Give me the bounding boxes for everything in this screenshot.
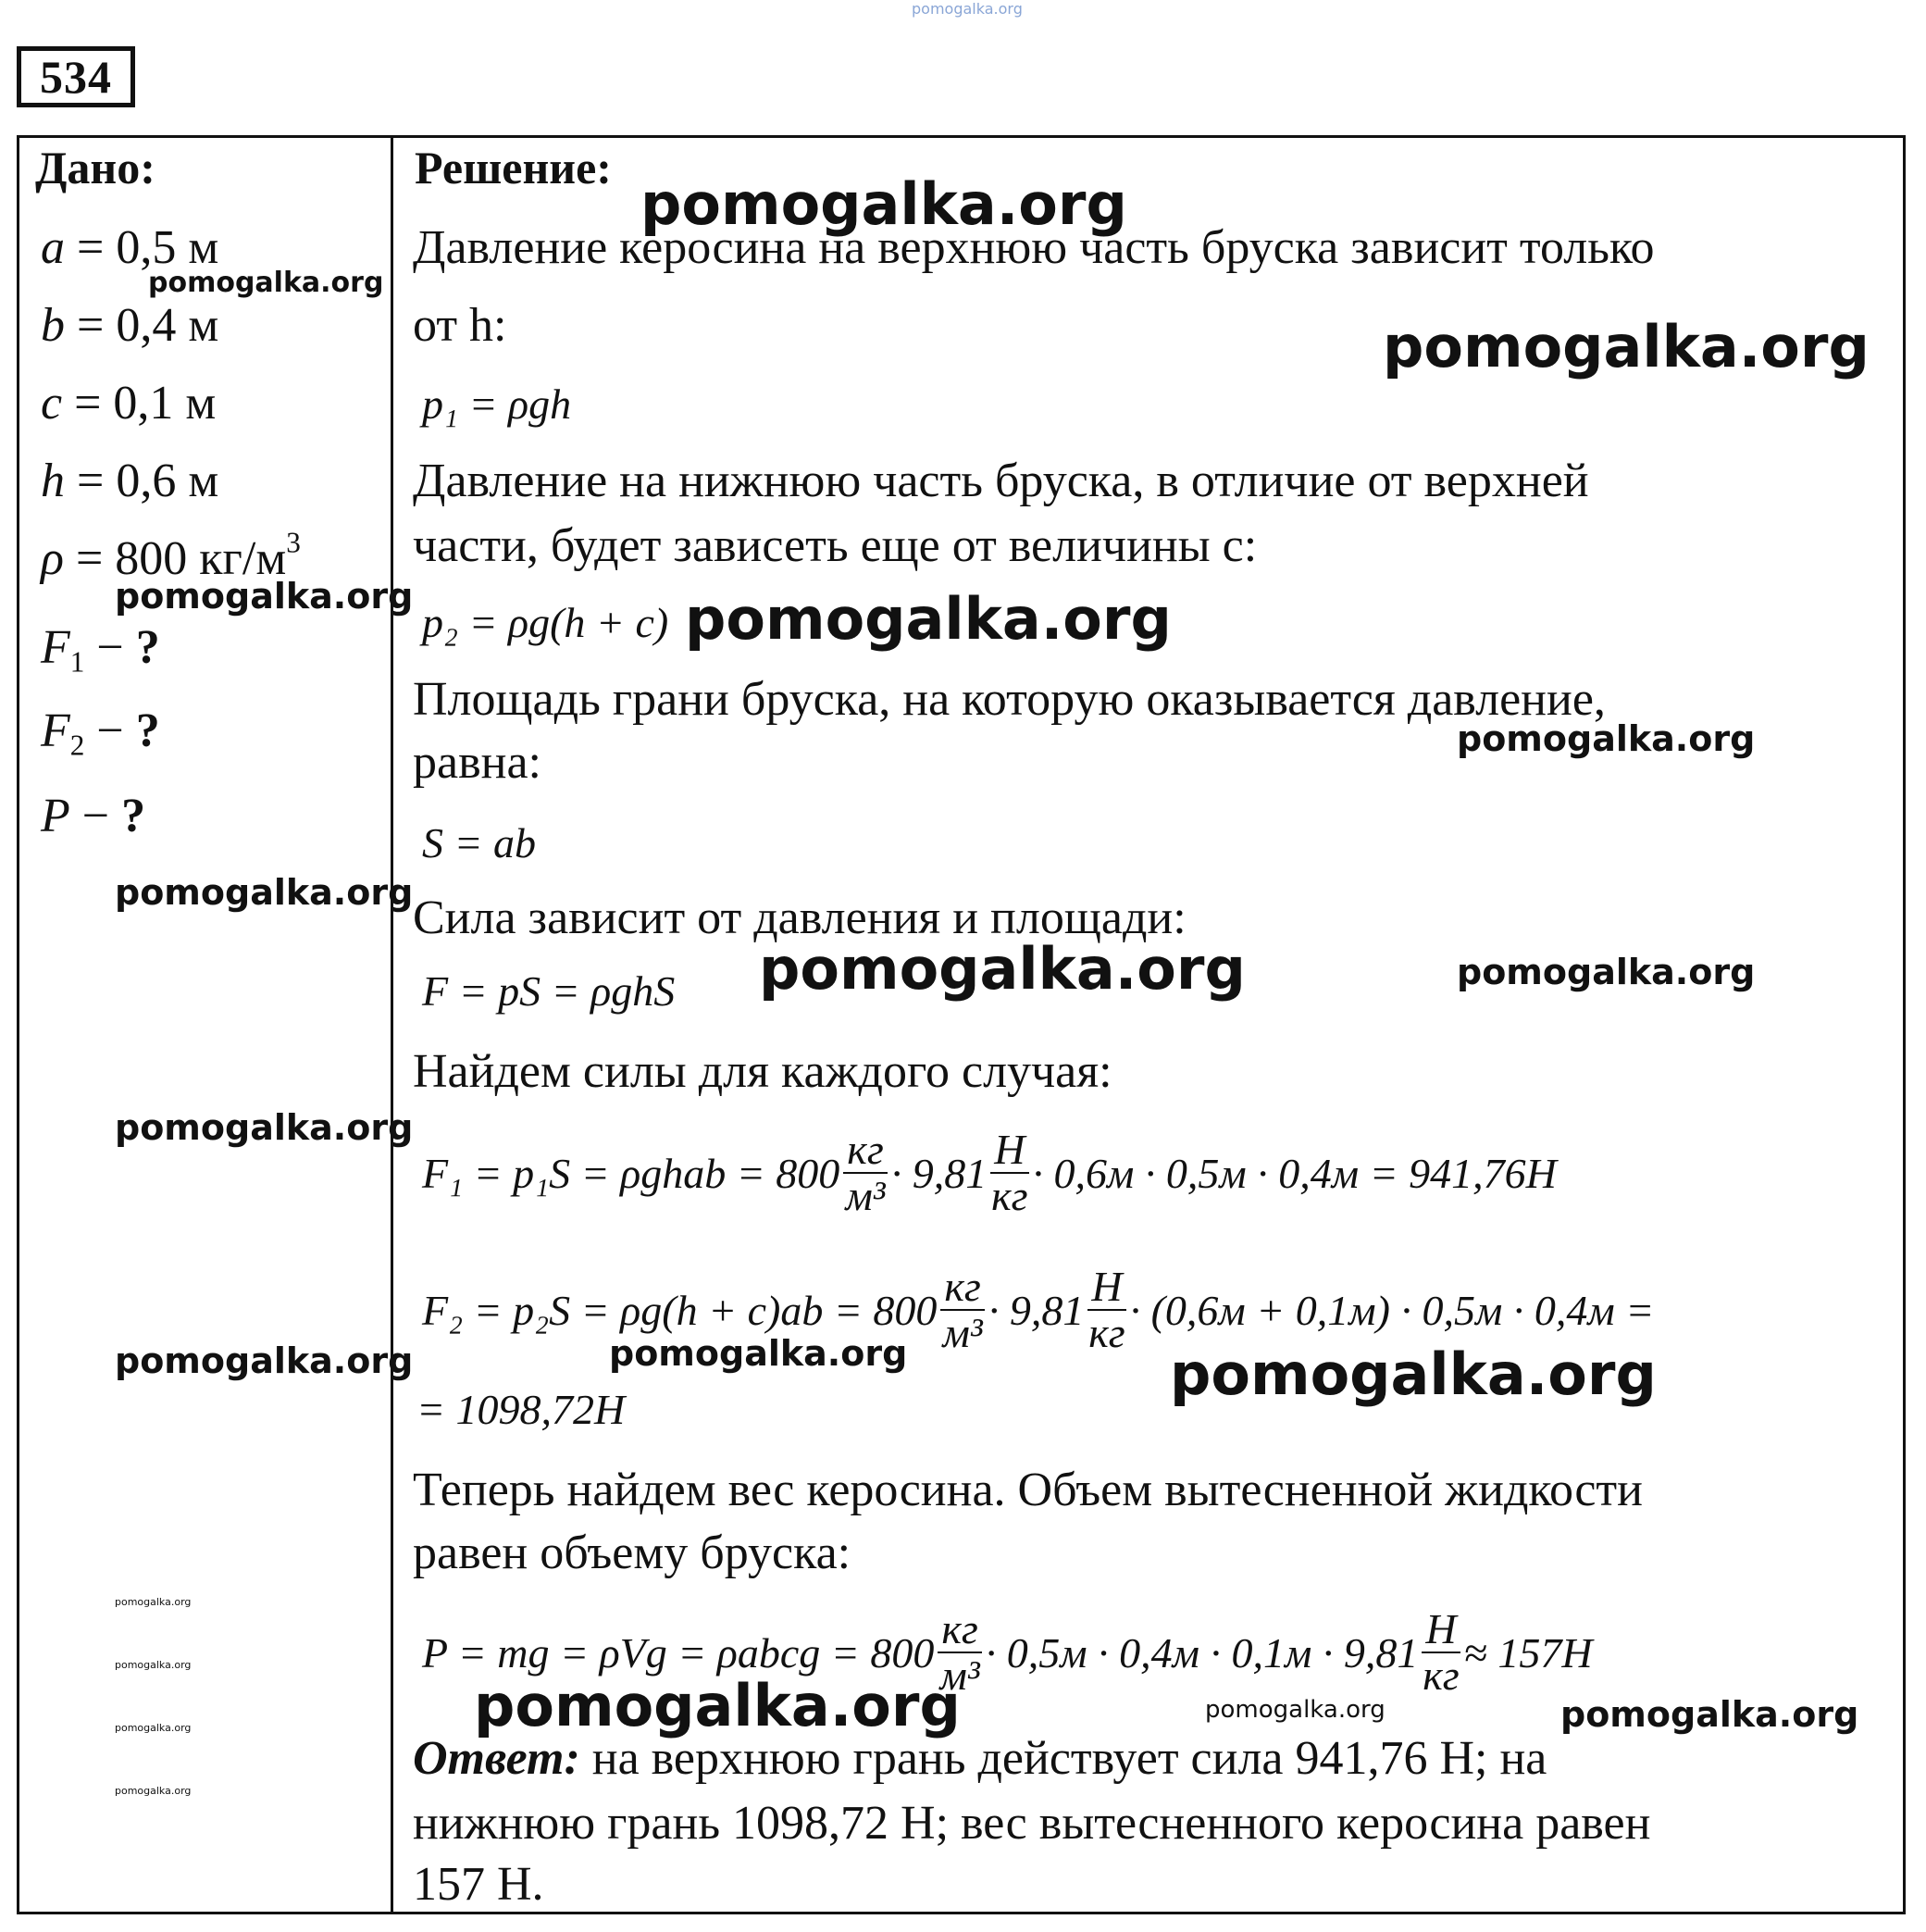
solution-text: Найдем силы для каждого случая:: [413, 1045, 1112, 1098]
given-c: c = 0,1 м: [41, 377, 217, 430]
solution-text: равен объему бруска:: [413, 1527, 851, 1579]
solution-text: Теперь найдем вес керосина. Объем вытесненной жидкости: [413, 1464, 1643, 1516]
given-a: a = 0,5 м: [41, 221, 219, 274]
fraction-kg-m3: кг м³: [940, 1265, 984, 1356]
answer-line: нижнюю грань 1098,72 Н; вес вытесненного керосина равен: [413, 1797, 1651, 1850]
formula-weight: P = mg = ρVg = ρabcg = 800 кг м³ · 0,5м · 0,4м · 0,1м · 9,81 Н кг ≈ 157Н: [422, 1605, 1593, 1700]
given-h: h = 0,6 м: [41, 455, 219, 507]
watermark: pomogalka.org: [474, 1672, 961, 1739]
watermark: pomogalka.org: [759, 935, 1246, 1003]
watermark: pomogalka.org: [1457, 718, 1756, 759]
problem-number: 534: [17, 46, 135, 107]
watermark: pomogalka.org: [115, 1722, 192, 1734]
formula-area: S = ab: [422, 819, 537, 866]
answer-line: 157 Н.: [413, 1858, 544, 1911]
answer-line: Ответ: на верхнюю грань действует сила 941,76 Н; на: [413, 1732, 1547, 1785]
given-heading: Дано:: [35, 142, 155, 193]
fraction-n-kg: Н кг: [1423, 1605, 1460, 1700]
watermark: pomogalka.org: [115, 872, 414, 913]
watermark: pomogalka.org: [609, 1333, 908, 1374]
watermark: pomogalka.org: [640, 170, 1127, 238]
watermark: pomogalka.org: [685, 585, 1172, 653]
formula-force: F = pS = ρghS: [422, 967, 676, 1015]
watermark: pomogalka.org: [1205, 1696, 1385, 1724]
solution-text: Площадь грани бруска, на которую оказывается давление,: [413, 673, 1606, 726]
given-f2: $F_2$ − ?: [41, 704, 160, 762]
solution-text: Давление на нижнюю часть бруска, в отличие от верхней: [413, 455, 1589, 507]
watermark: pomogalka.org: [1457, 952, 1756, 992]
watermark: pomogalka.org: [912, 0, 1023, 18]
formula-f2: F₂ = p₂S = ρg(h + c)ab = 800 кг м³ · 9,81 Н кг · (0,6м + 0,1м) · 0,5м · 0,4м =: [422, 1263, 1655, 1357]
solution-text: части, будет зависеть еще от величины с:: [413, 519, 1258, 572]
solution-text: Сила зависит от давления и площади:: [413, 891, 1187, 944]
watermark: pomogalka.org: [1560, 1694, 1859, 1735]
given-f1: $F_1$ − ?: [41, 621, 160, 679]
watermark: pomogalka.org: [115, 1107, 414, 1148]
watermark: pomogalka.org: [115, 1659, 192, 1671]
column-divider: [391, 135, 393, 1914]
fraction-kg-m3: кг м³: [938, 1607, 981, 1699]
given-p: P − ?: [41, 790, 146, 842]
given-rho: ρ = 800 $кг/м^3$: [41, 526, 301, 585]
watermark: pomogalka.org: [115, 1596, 192, 1608]
formula-p1: p₁ = ρgh: [422, 380, 572, 428]
watermark: pomogalka.org: [1383, 313, 1870, 380]
formula-f2-result: = 1098,72Н: [416, 1386, 626, 1433]
fraction-n-kg: Н кг: [1088, 1263, 1125, 1357]
watermark: pomogalka.org: [1170, 1340, 1657, 1408]
fraction-n-kg: Н кг: [991, 1126, 1028, 1220]
watermark: pomogalka.org: [115, 576, 414, 617]
given-b: b = 0,4 м: [41, 299, 219, 352]
formula-f1: F₁ = p₁S = ρghab = 800 кг м³ · 9,81 Н кг · 0,6м · 0,5м · 0,4м = 941,76Н: [422, 1126, 1557, 1220]
watermark: pomogalka.org: [148, 267, 384, 299]
solution-heading: Решение:: [415, 142, 612, 193]
formula-p2: p₂ = ρg(h + c): [422, 599, 669, 646]
solution-text: от h:: [413, 299, 507, 352]
fraction-kg-m3: кг м³: [843, 1128, 887, 1219]
watermark: pomogalka.org: [115, 1785, 192, 1797]
answer-label: Ответ:: [413, 1732, 580, 1785]
solution-text: равна:: [413, 736, 541, 789]
watermark: pomogalka.org: [115, 1340, 414, 1381]
solution-text: Давление керосина на верхнюю часть бруска зависит только: [413, 221, 1655, 274]
